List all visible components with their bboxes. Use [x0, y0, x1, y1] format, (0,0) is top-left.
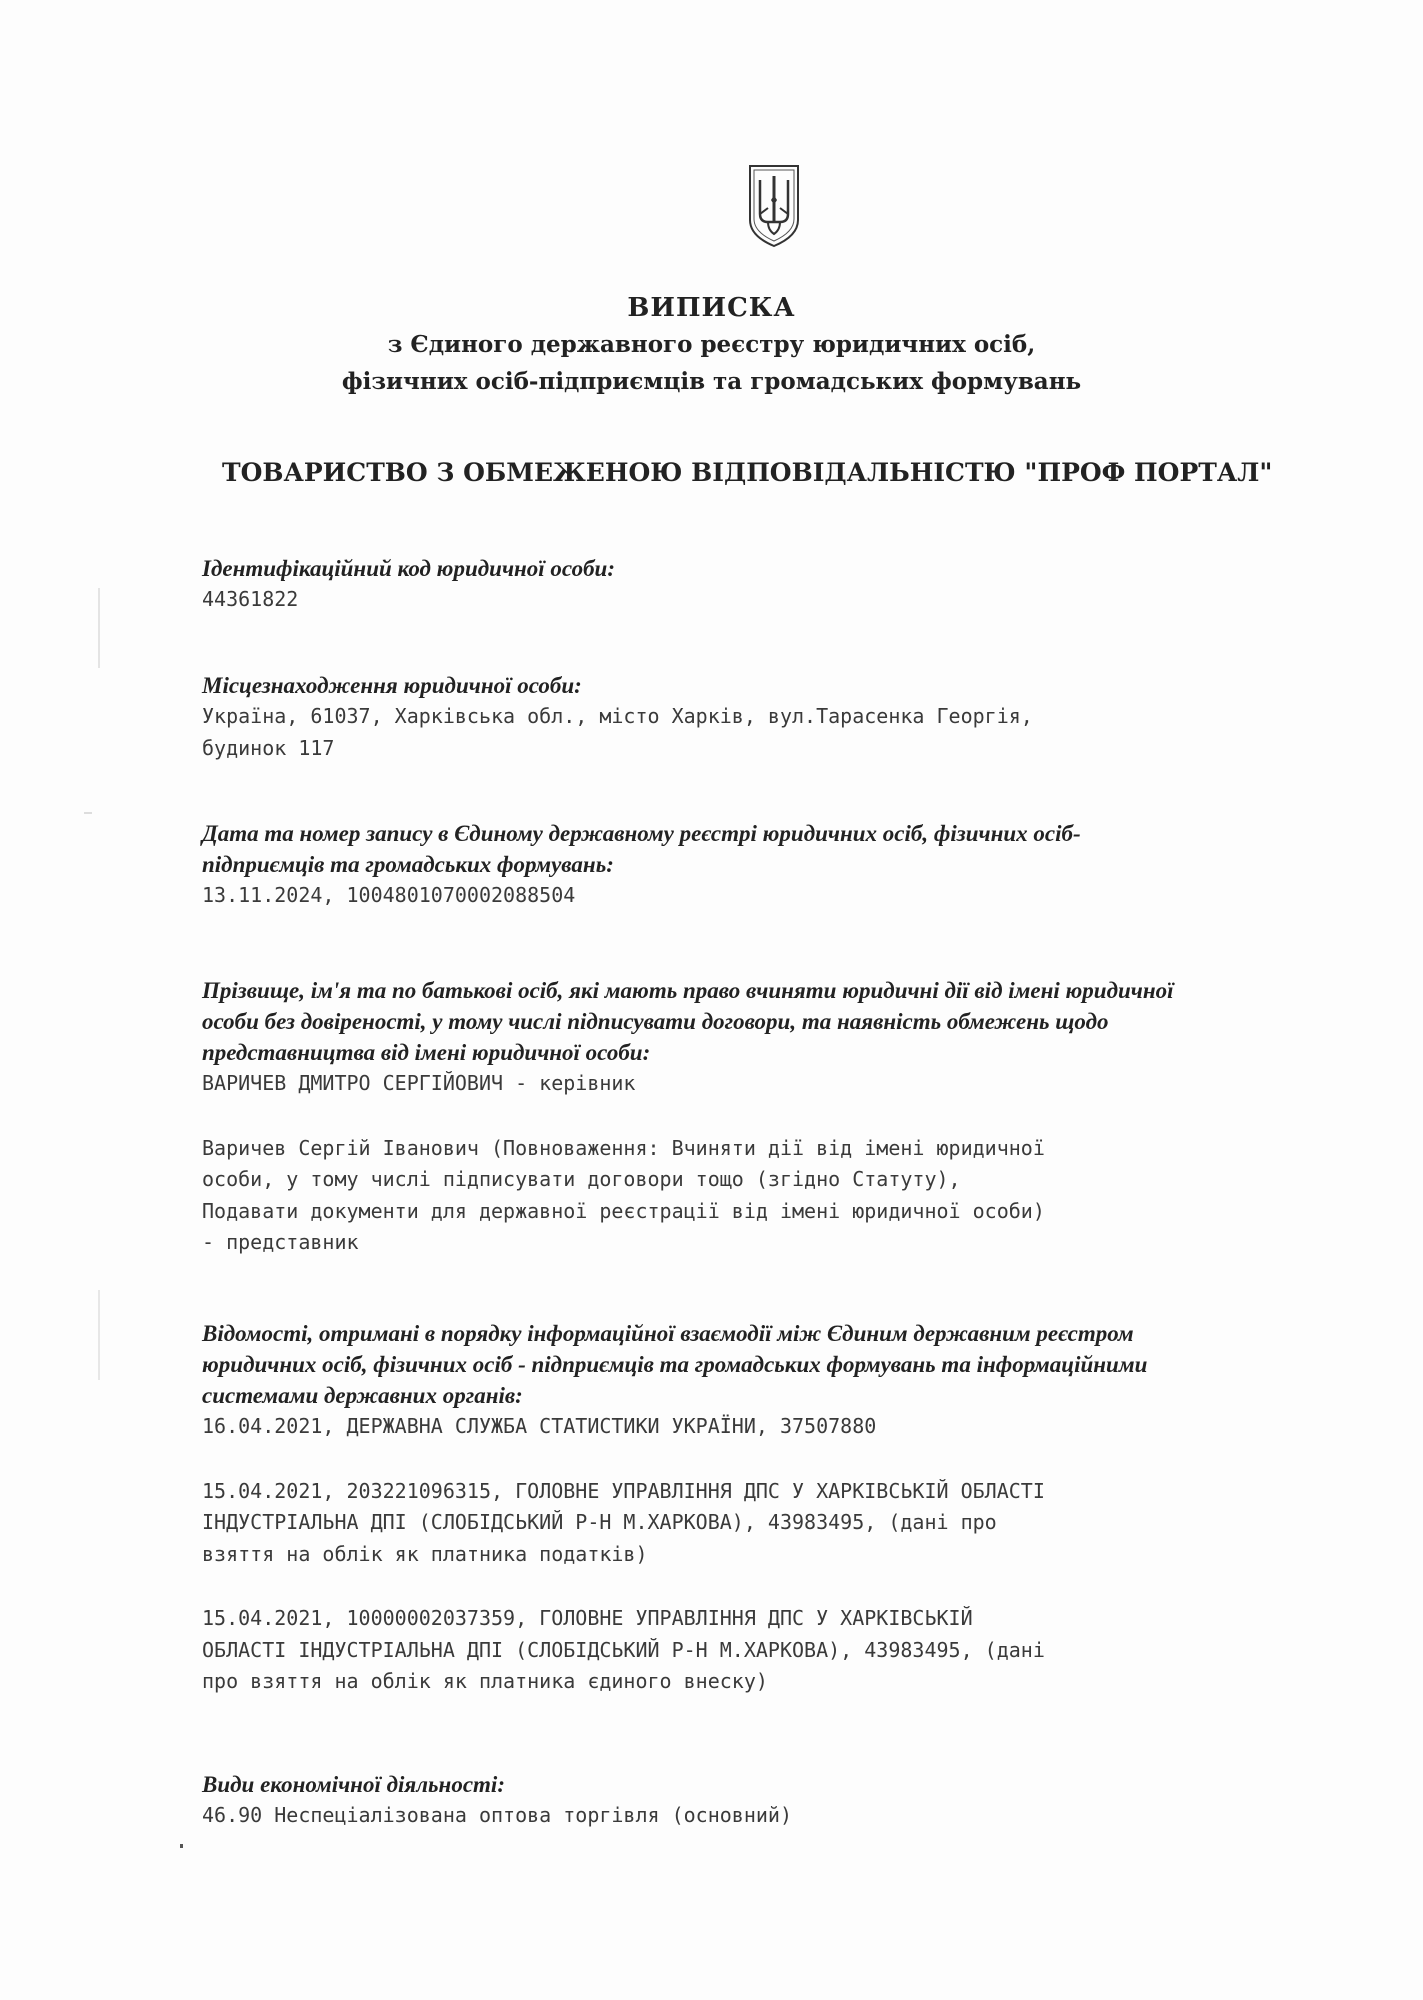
representatives-label-line1: Прізвище, ім'я та по батькові осіб, які мають право вчиняти юридичні дії від імені юридичної — [202, 978, 1174, 1003]
interaction-entry2-line3: взяття на облік як платника податків) — [202, 1541, 648, 1566]
section-id-code — [202, 553, 1342, 616]
id-code-label: Ідентифікаційний код юридичної особи: — [202, 556, 616, 581]
scan-artifact — [180, 1844, 183, 1848]
interaction-entry1: 16.04.2021, ДЕРЖАВНА СЛУЖБА СТАТИСТИКИ УКРАЇНИ, 37507880 — [202, 1414, 877, 1438]
representatives-label-line3: представництва від імені юридичної особи: — [202, 1040, 651, 1065]
document-subtitle-line2: фізичних осіб-підприємців та громадських формувань — [341, 368, 1082, 395]
interaction-entry3-line2: ОБЛАСТІ ІНДУСТРІАЛЬНА ДПІ (СЛОБІДСЬКИЙ Р-Н М.ХАРКОВА), 43983495, (дані — [202, 1637, 1045, 1662]
scan-artifact — [84, 812, 92, 814]
representative-head: ВАРИЧЕВ ДМИТРО СЕРГІЙОВИЧ - керівник — [202, 1071, 636, 1095]
interaction-entry2-line1: 15.04.2021, 203221096315, ГОЛОВНЕ УПРАВЛІННЯ ДПС У ХАРКІВСЬКІЙ ОБЛАСТІ — [202, 1478, 1045, 1503]
representative-line4: - представник — [202, 1230, 359, 1254]
interaction-label-line3: системами державних органів: — [202, 1383, 523, 1408]
section-registration — [202, 818, 1342, 912]
spacer — [202, 1570, 1342, 1603]
registration-label-line2: підприємців та громадських формувань: — [202, 852, 614, 877]
section-representatives — [202, 975, 1342, 1259]
id-code-value: 44361822 — [202, 587, 299, 611]
coat-of-arms-icon — [746, 162, 802, 248]
document-subtitle-line1: з Єдиного державного реєстру юридичних осіб, — [387, 331, 1036, 358]
registration-value: 13.11.2024, 1004801070002088504 — [202, 883, 576, 907]
registration-label-line1: Дата та номер запису в Єдиному державному реєстрі юридичних осіб, фізичних осіб- — [202, 821, 1081, 846]
interaction-label-line1: Відомості, отримані в порядку інформаційної взаємодії між Єдиним державним реєстром — [202, 1321, 1134, 1346]
interaction-entry3-line1: 15.04.2021, 10000002037359, ГОЛОВНЕ УПРАВЛІННЯ ДПС У ХАРКІВСЬКІЙ — [202, 1606, 973, 1630]
company-name: ТОВАРИСТВО З ОБМЕЖЕНОЮ ВІДПОВІДАЛЬНІСТЮ "ПРОФ ПОРТАЛ" — [222, 458, 1273, 487]
location-value-line1: Україна, 61037, Харківська обл., місто Харків, вул.Тарасенка Георгія, — [202, 704, 1033, 728]
interaction-entry2-line2: ІНДУСТРІАЛЬНА ДПІ (СЛОБІДСЬКИЙ Р-Н М.ХАРКОВА), 43983495, (дані про — [202, 1510, 997, 1534]
section-location — [202, 670, 1342, 764]
interaction-entry3-line3: про взяття на облік як платника єдиного внеску) — [202, 1669, 768, 1693]
activities-value: 46.90 Неспеціалізована оптова торгівля (основний) — [202, 1803, 793, 1827]
representative-line2: особи, у тому числі підписувати договори тощо (згідно Статуту), — [202, 1167, 961, 1191]
spacer — [202, 1443, 1342, 1476]
section-interaction — [202, 1318, 1342, 1698]
scan-artifact — [98, 1290, 100, 1380]
document-title: ВИПИСКА — [627, 293, 796, 323]
section-activities — [202, 1769, 1342, 1832]
scan-artifact — [98, 588, 100, 668]
interaction-label-line2: юридичних осіб, фізичних осіб - підприємців та громадських формувань та інформаційними — [202, 1352, 1148, 1377]
representative-line1: Варичев Сергій Іванович (Повноваження: Вчиняти дії від імені юридичної — [202, 1135, 1045, 1160]
activities-label: Види економічної діяльності: — [202, 1772, 505, 1797]
spacer — [202, 1100, 1342, 1133]
location-label: Місцезнаходження юридичної особи: — [202, 673, 582, 698]
representatives-label-line2: особи без довіреності, у тому числі підписувати договори, та наявність обмежень щодо — [202, 1009, 1109, 1034]
representative-line3: Подавати документи для державної реєстрації від імені юридичної особи) — [202, 1198, 1045, 1223]
location-value-line2: будинок 117 — [202, 735, 335, 760]
